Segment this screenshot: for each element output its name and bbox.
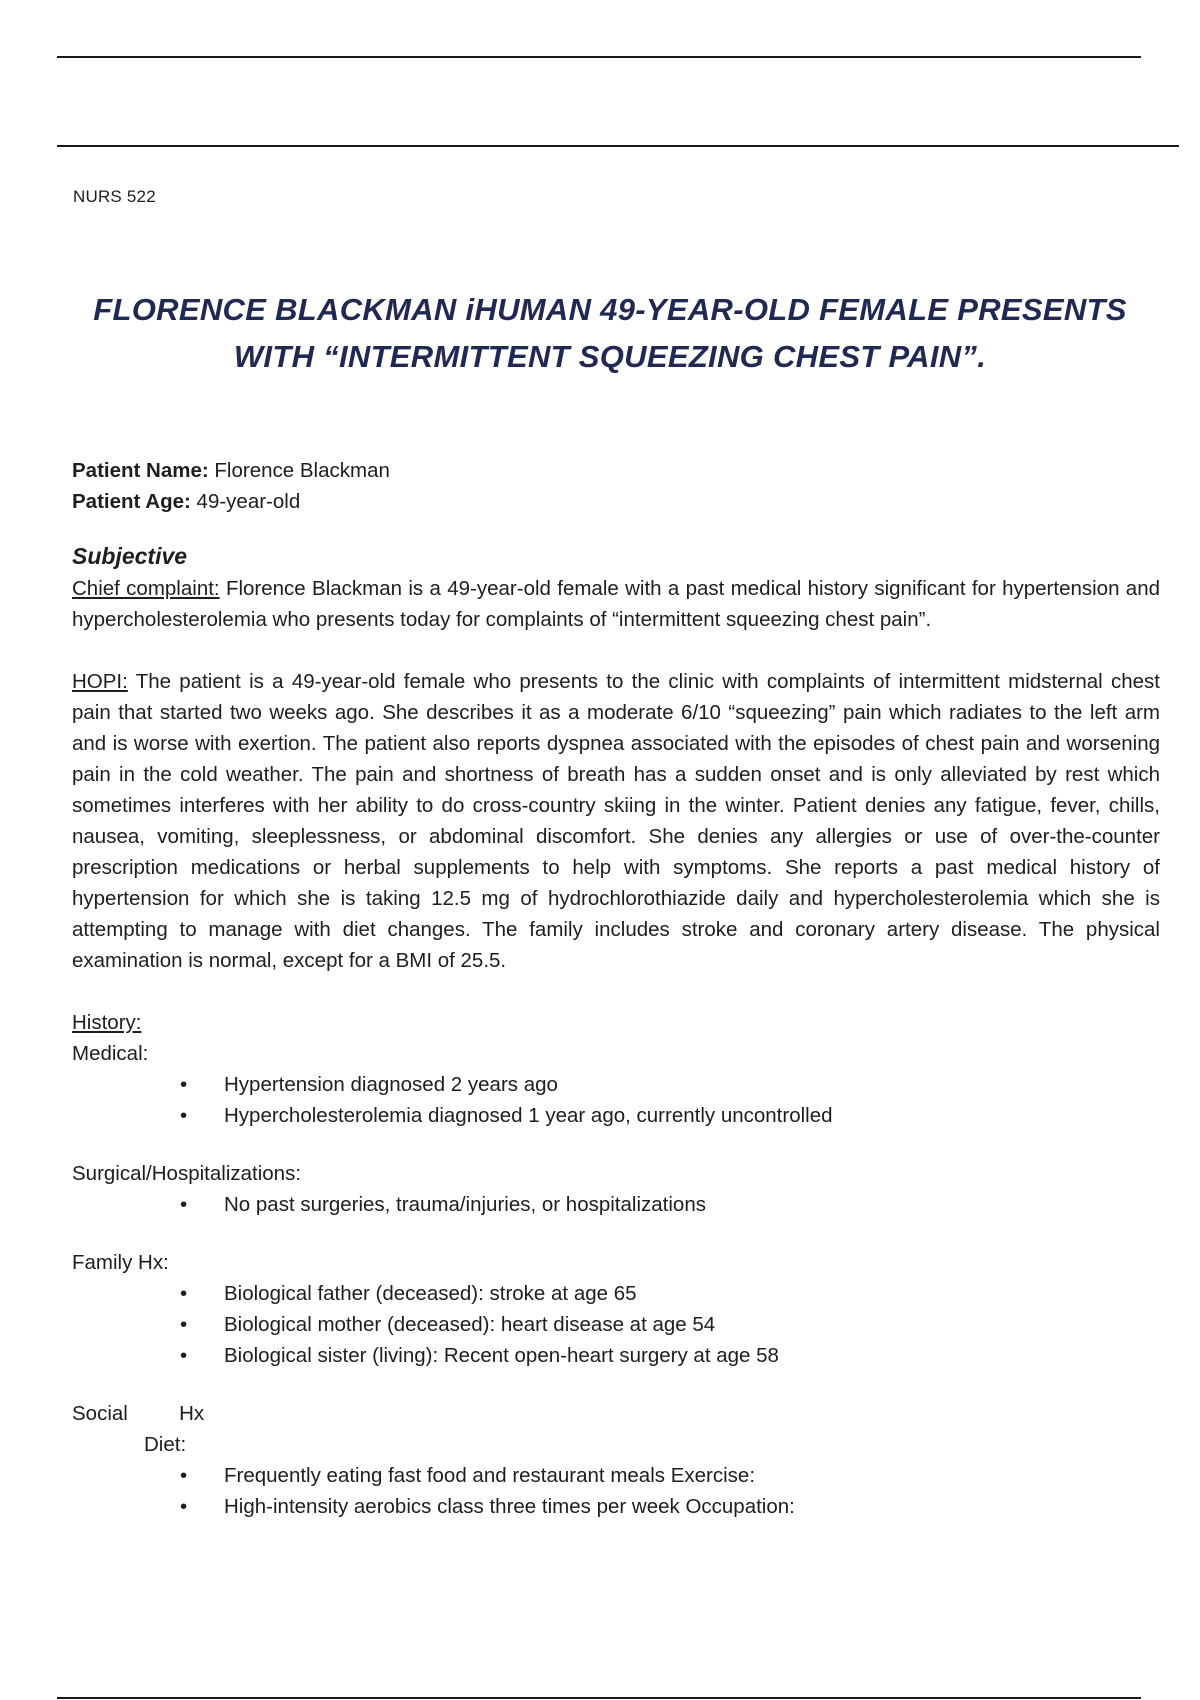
bullet-icon: • <box>180 1282 188 1305</box>
diet-label: Diet: <box>144 1433 187 1456</box>
list-item: • Biological sister (living): Recent open-heart surgery at age 58 <box>72 1340 1160 1371</box>
bullet-icon: • <box>180 1495 188 1518</box>
hopi-text: The patient is a 49-year-old female who presents to the clinic with complaints of intermittent midsternal chest pain that started two weeks ago. She describes it as a moderate 6/10 “squeezing” pain which radiates to the left arm and is worse with exertion. The patient also reports dyspnea associated with the episodes of chest pain and worsening pain in the cold weather. The pain and shortness of breath has a sudden onset and is only alleviated by rest which sometimes interferes with her ability to do cross-country skiing in the winter. Patient denies any fatigue, fever, chills, nausea, vomiting, sleeplessness, or abdominal discomfort. She denies any allergies or use of over-the-counter prescription medications or herbal supplements to help with symptoms. She reports a past medical history of hypertension for which she is taking 12.5 mg of hydrochlorothiazide daily and hypercholesterolemia which she is attempting to manage with diet changes. The family includes stroke and coronary artery disease. The physical examination is normal, except for a BMI of 25.5. <box>72 670 1160 972</box>
list-item: • High-intensity aerobics class three times per week Occupation: <box>72 1491 1160 1522</box>
family-label: Family Hx: <box>72 1251 169 1274</box>
family-history-list <box>72 1278 1160 1371</box>
bullet-icon: • <box>180 1104 188 1127</box>
hopi-paragraph <box>72 666 1160 976</box>
list-item: • Hypercholesterolemia diagnosed 1 year ago, currently uncontrolled <box>72 1100 1160 1131</box>
patient-age-label: Patient Age: <box>72 490 191 513</box>
medical-label: Medical: <box>72 1042 149 1065</box>
surgical-label: Surgical/Hospitalizations: <box>72 1162 302 1185</box>
footer-rule <box>57 1697 1141 1699</box>
chief-complaint-label: Chief complaint: <box>72 577 220 600</box>
list-item: • Frequently eating fast food and restaurant meals Exercise: <box>72 1460 1160 1491</box>
header-rule <box>57 145 1179 147</box>
hopi-label: HOPI: <box>72 670 128 693</box>
document-body <box>72 455 1160 1522</box>
title-line-2: WITH “INTERMITTENT SQUEEZING CHEST PAIN”. <box>233 339 987 374</box>
list-item: • Hypertension diagnosed 2 years ago <box>72 1069 1160 1100</box>
bullet-icon: • <box>180 1193 188 1216</box>
title-line-1: FLORENCE BLACKMAN iHUMAN 49-YEAR-OLD FEMALE PRESENTS <box>93 292 1127 327</box>
bullet-icon: • <box>180 1073 188 1096</box>
patient-age-row <box>72 486 1160 517</box>
top-rule <box>57 56 1141 58</box>
subjective-heading: Subjective <box>72 543 188 569</box>
surgical-history-list <box>72 1189 1160 1220</box>
course-code: NURS 522 <box>73 187 156 206</box>
list-item: • Biological mother (deceased): heart disease at age 54 <box>72 1309 1160 1340</box>
patient-name-label: Patient Name: <box>72 459 209 482</box>
list-item: • Biological father (deceased): stroke at age 65 <box>72 1278 1160 1309</box>
document-title <box>60 286 1160 380</box>
patient-name-value: Florence Blackman <box>208 459 390 482</box>
social-history-list <box>72 1460 1160 1522</box>
medical-history-list <box>72 1069 1160 1131</box>
history-heading: History: <box>72 1011 142 1034</box>
chief-complaint-text: Florence Blackman is a 49-year-old female with a past medical history significant for hypertension and hypercholesterolemia who presents today for complaints of “intermittent squeezing chest pain”. <box>72 577 1161 631</box>
bullet-icon: • <box>180 1464 188 1487</box>
bullet-icon: • <box>180 1313 188 1336</box>
patient-name-row <box>72 455 1160 486</box>
patient-age-value: 49-year-old <box>190 490 301 513</box>
bullet-icon: • <box>180 1344 188 1367</box>
list-item: • No past surgeries, trauma/injuries, or hospitalizations <box>72 1189 1160 1220</box>
social-history-label: Social Hx <box>72 1402 205 1425</box>
chief-complaint-paragraph <box>72 573 1160 635</box>
